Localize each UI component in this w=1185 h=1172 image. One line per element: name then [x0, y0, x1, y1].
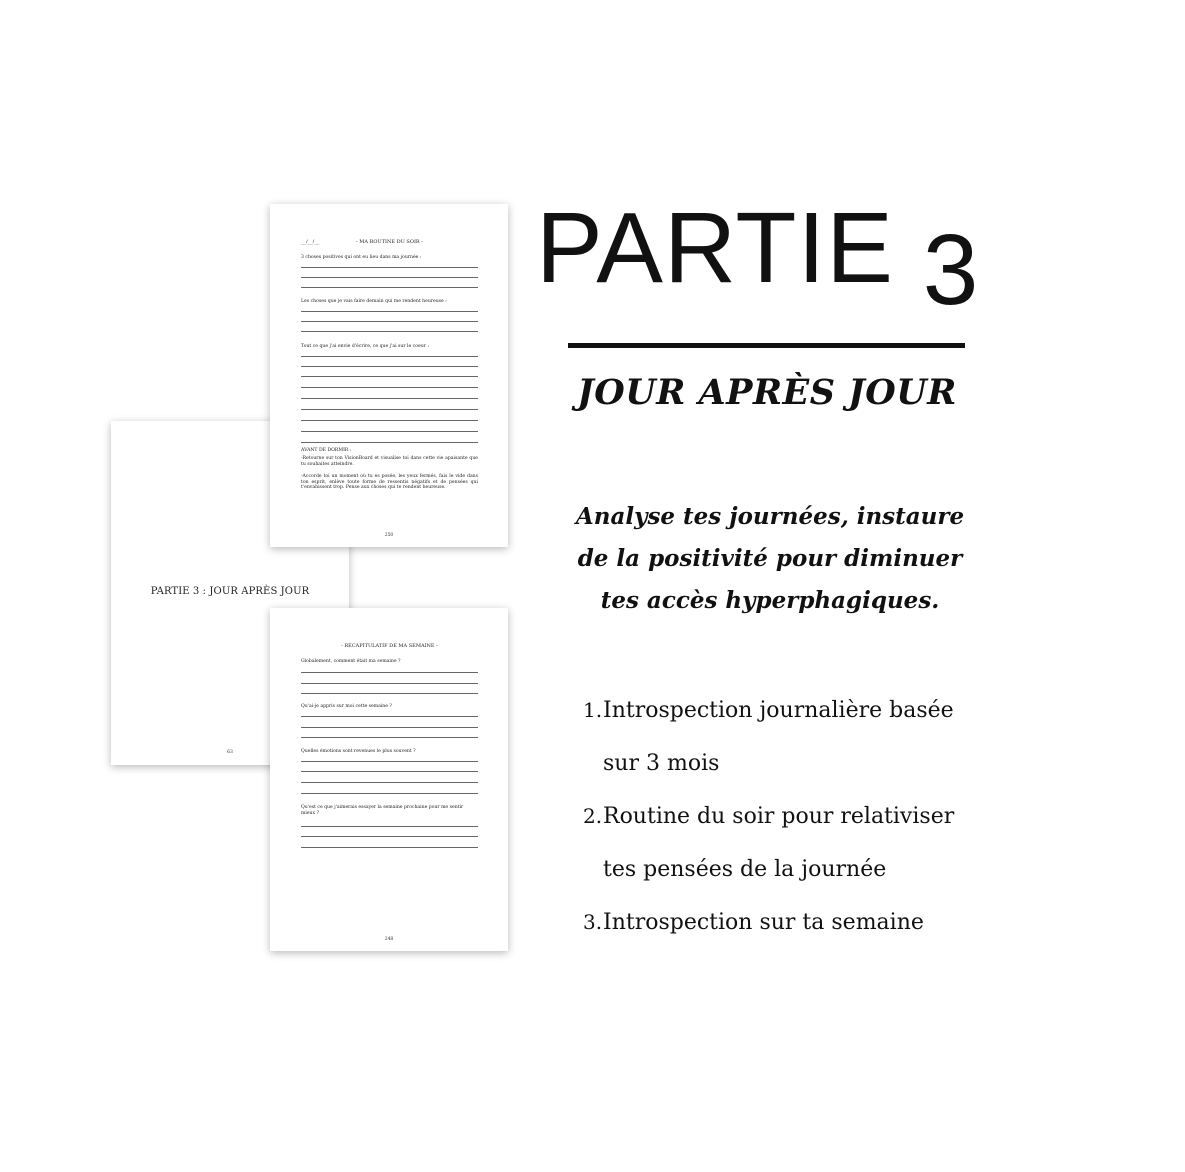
date-placeholder: __/__/__ — [301, 239, 320, 245]
writing-line — [301, 793, 478, 794]
before-sleep-title: AVANT DE DORMIR : — [301, 448, 352, 453]
writing-line — [301, 683, 478, 684]
feature-list — [583, 684, 963, 949]
part-description: Analyse tes journées, instaure de la positivité pour diminuer tes accès hyperphagiques. — [575, 503, 965, 614]
evening-question-2: Les choses que je vais faire demain qui me rendent heureuse : — [301, 299, 447, 304]
writing-line — [301, 287, 478, 288]
feature-number: 3. — [583, 910, 603, 934]
feature-item — [583, 896, 963, 949]
writing-line — [301, 782, 478, 783]
feature-item — [583, 684, 963, 790]
weekly-recap-page-preview — [270, 608, 508, 951]
weekly-question-4: Qu'est ce que j'aimerais essayer la semaine prochaine pour me sentir mieux ? — [301, 805, 464, 816]
writing-line — [301, 409, 478, 410]
part-title-word: PARTIE — [536, 192, 894, 304]
weekly-question-1: Globalement, comment était ma semaine ? — [301, 659, 401, 664]
writing-line — [301, 420, 478, 421]
writing-line — [301, 761, 478, 762]
weekly-question-2: Qu'ai-je appris sur moi cette semaine ? — [301, 704, 392, 709]
writing-line — [301, 431, 478, 432]
writing-line — [301, 387, 478, 388]
writing-line — [301, 693, 478, 694]
cover-page-number: 63 — [227, 750, 233, 755]
part-title — [536, 192, 980, 326]
writing-line — [301, 321, 478, 322]
writing-line — [301, 277, 478, 278]
evening-page-title: - MA ROUTINE DU SOIR - — [356, 239, 423, 245]
writing-line — [301, 442, 478, 443]
writing-line — [301, 311, 478, 312]
evening-question-1: 3 choses positives qui ont eu lieu dans ma journée : — [301, 255, 422, 260]
weekly-question-3: Quelles émotions sont revenues le plus souvent ? — [301, 749, 416, 754]
part-subtitle: JOUR APRÈS JOUR — [577, 372, 957, 413]
writing-line — [301, 737, 478, 738]
writing-line — [301, 376, 478, 377]
before-sleep-tip-1: -Retourne sur ton VisionBoard et visualise toi dans cette vie apaisante que tu souhaites atteindre. — [301, 456, 478, 467]
writing-line — [301, 771, 478, 772]
part-number: 3 — [922, 214, 980, 326]
evening-routine-page-preview — [270, 204, 508, 547]
writing-line — [301, 366, 478, 367]
writing-line — [301, 836, 478, 837]
feature-number: 2. — [583, 804, 603, 828]
writing-line — [301, 727, 478, 728]
before-sleep-tip-2: -Accorde toi un moment où tu es posée, les yeux fermés, fais le vide dans ton esprit, enlève toute forme de ressentis négatifs et de pensées qui t'envahissent trop. Pense aux choses qui te rendent heureuse. — [301, 474, 478, 490]
writing-line — [301, 672, 478, 673]
writing-line — [301, 331, 478, 332]
feature-item — [583, 790, 963, 896]
writing-line — [301, 267, 478, 268]
feature-text: Introspection sur ta semaine — [603, 910, 924, 935]
writing-line — [301, 398, 478, 399]
evening-question-3: Tout ce que j'ai envie d'écrire, ce que j'ai sur le coeur : — [301, 344, 429, 349]
writing-line — [301, 716, 478, 717]
writing-line — [301, 826, 478, 827]
feature-text: Introspection journalière basée sur 3 mois — [603, 698, 954, 776]
cover-page-title: PARTIE 3 : JOUR APRÈS JOUR — [150, 586, 310, 597]
weekly-page-number: 248 — [384, 937, 394, 942]
evening-page-number: 250 — [384, 533, 394, 538]
writing-line — [301, 847, 478, 848]
feature-text: Routine du soir pour relativiser tes pensées de la journée — [603, 804, 955, 882]
feature-number: 1. — [583, 698, 603, 722]
writing-line — [301, 356, 478, 357]
title-divider — [568, 343, 965, 348]
weekly-page-title: - RÉCAPITULATIF DE MA SEMAINE - — [341, 643, 438, 649]
